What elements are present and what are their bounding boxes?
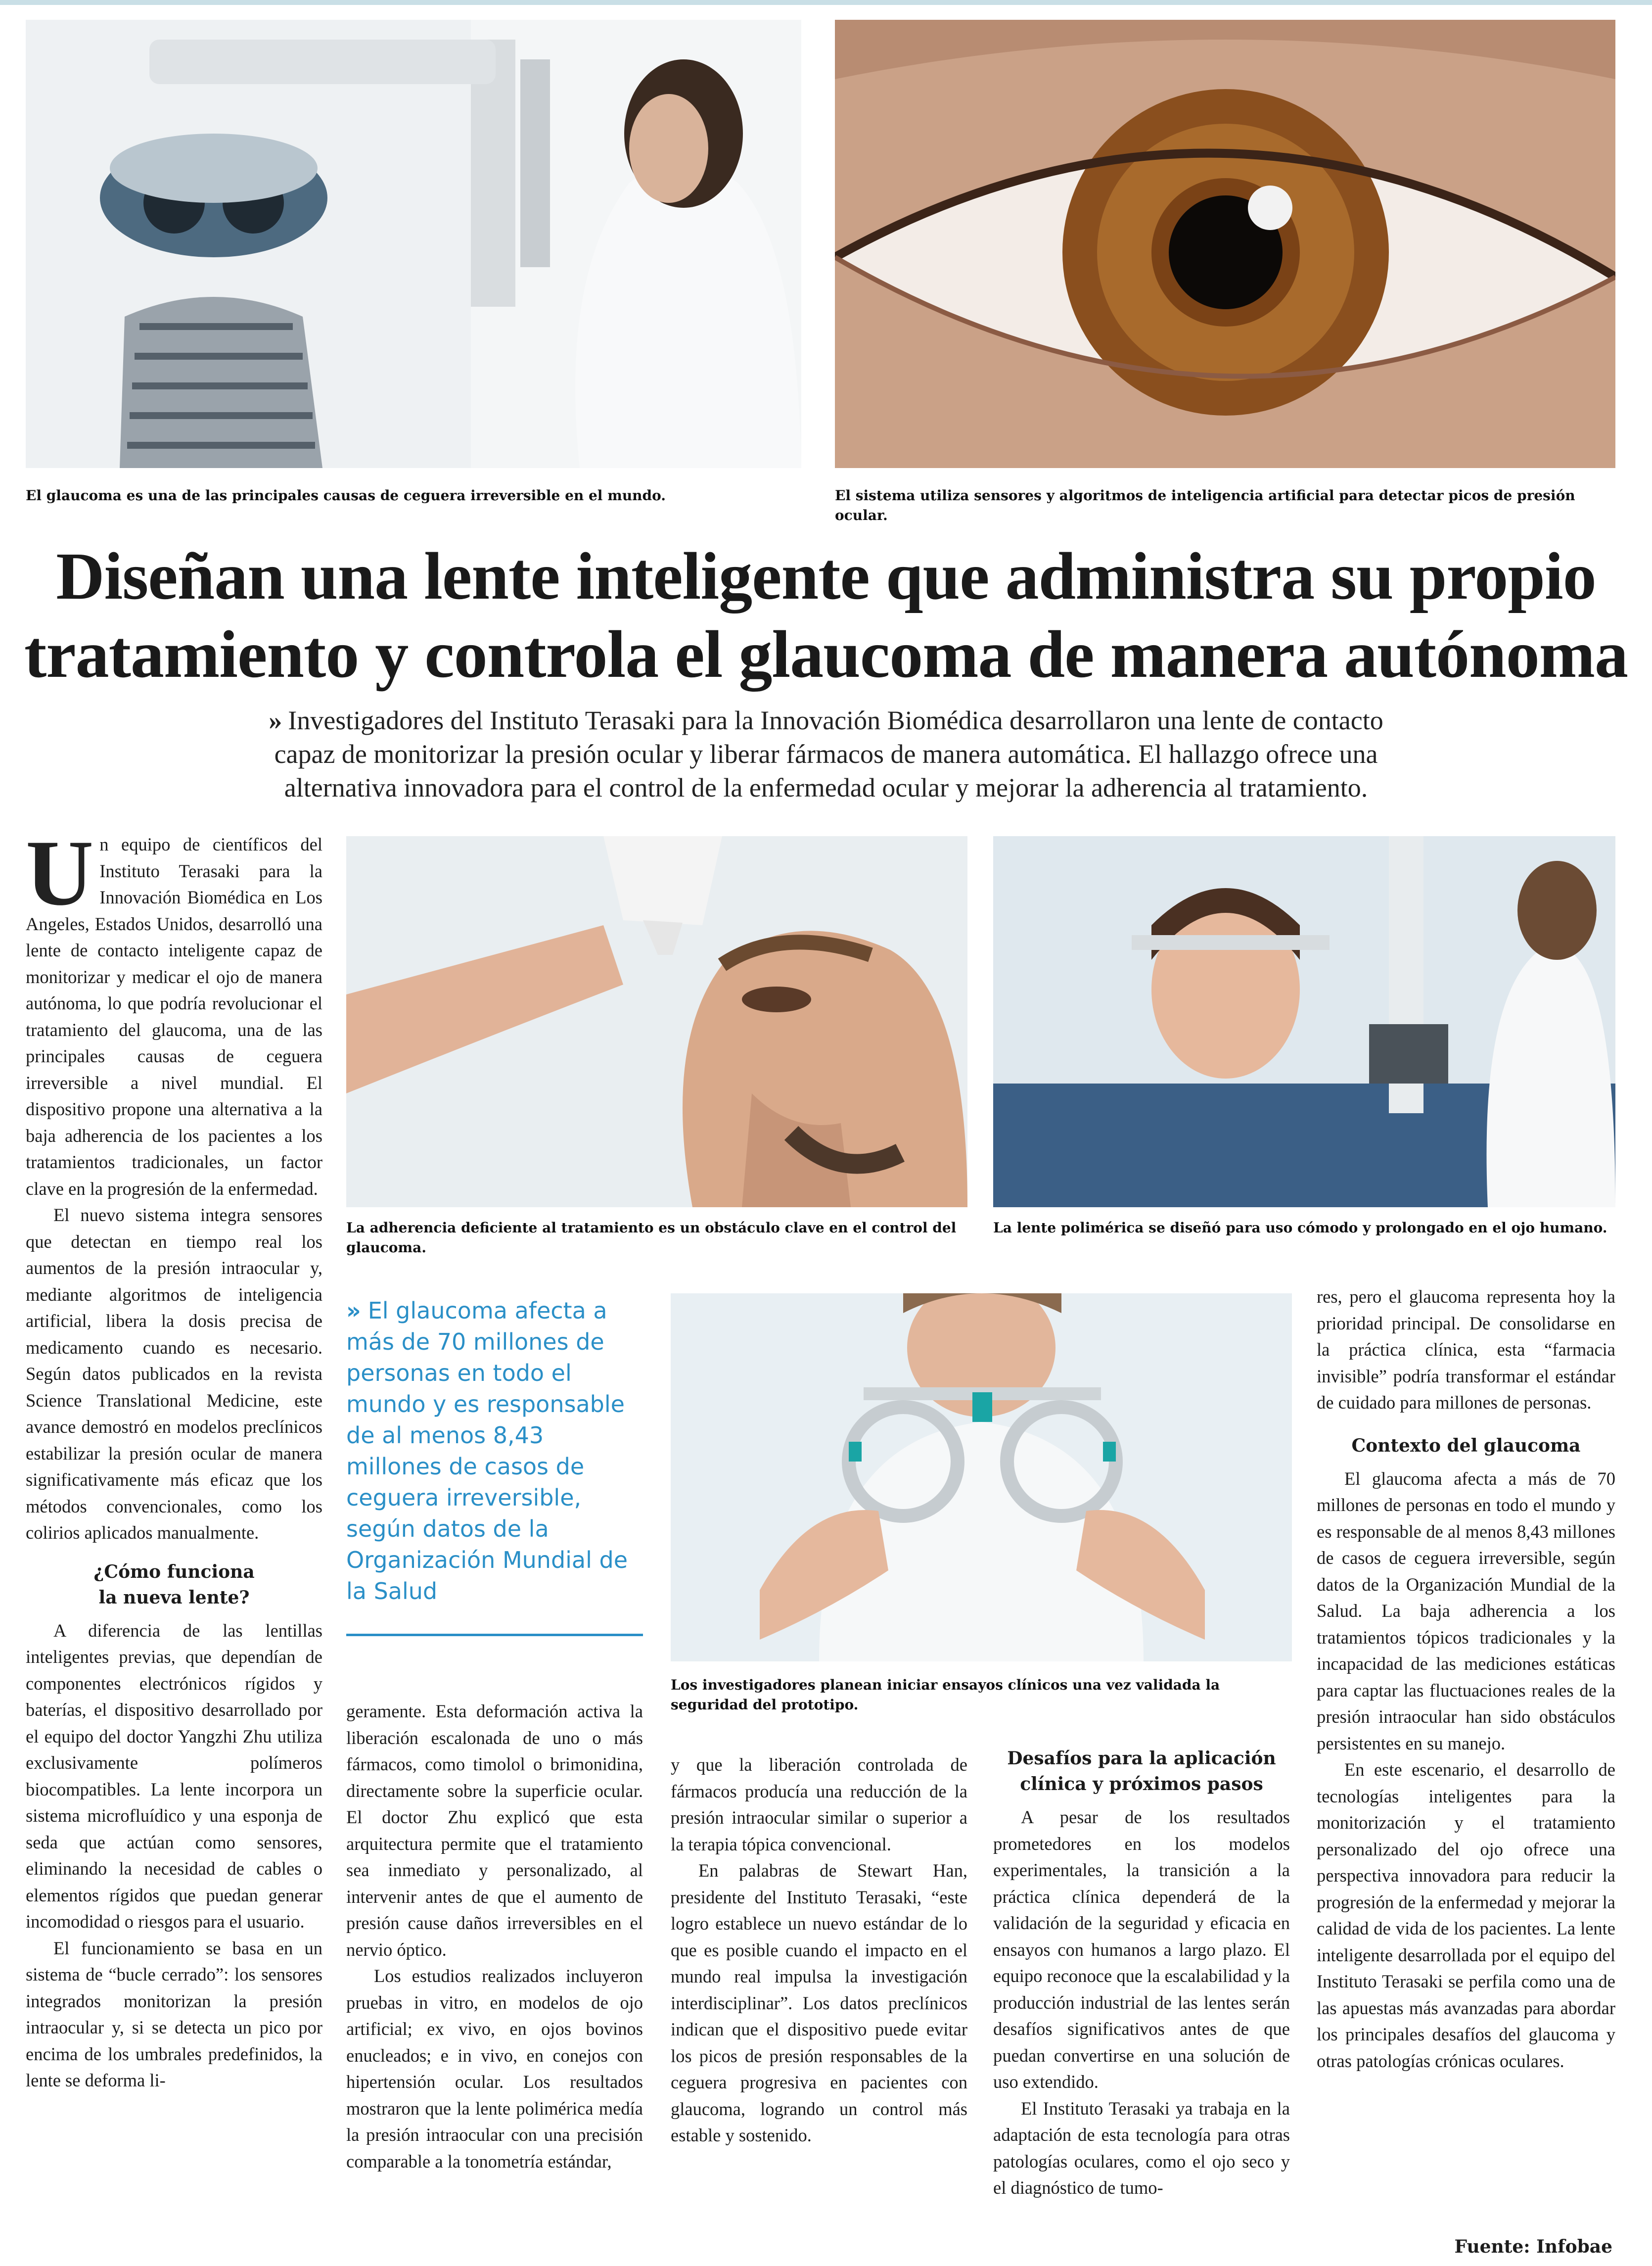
deck-marker: » — [269, 706, 282, 735]
deck-line-2: capaz de monitorizar la presión ocular y liberar fármacos de manera automática. El hallazgo ofrece una — [274, 739, 1378, 769]
article-paragraph-6: Los estudios realizados incluyeron pruebas in vitro, en modelos de ojo artificial; ex vivo, en ojos bovinos enucleados; e in vivo, en conejos con hipertensión ocular. Los resultados mostraron que la lente polimérica medía la presión intraocular con una precisión comparable a la tonometría estándar, — [346, 1966, 643, 2172]
article-paragraph-10: El Instituto Terasaki ya trabaja en la adaptación de esta tecnología para otras patologías oculares, como el ojo seco y el diagnóstico de tumo- — [993, 2098, 1290, 2198]
pull-quote — [346, 1295, 643, 1607]
subhead-challenges — [993, 1746, 1290, 1797]
subhead-how-line-2: la nueva lente? — [98, 1587, 250, 1608]
photo-trial-frame — [671, 1293, 1292, 1661]
subhead-how-line-1: ¿Cómo funciona — [93, 1561, 255, 1582]
photo-eye-drops-caption: La adherencia deficiente al tratamiento es un obstáculo clave en el control del glaucoma. — [346, 1220, 957, 1256]
deck-line-1 — [148, 704, 1504, 737]
article-paragraph-2: El nuevo sistema integra sensores que detectan en tiempo real los aumentos de la presión intraocular y, mediante algoritmos de inteligencia artificial, libera la dosis precisa de medicamento cuando es necesario. Según datos publicados en la revista Science Translational Medicine, este avance demostró en modelos preclínicos estabilizar la presión ocular de manera significativamente más eficaz que los métodos convencionales, como los colirios aplicados manualmente. — [26, 1205, 322, 1543]
article-paragraph-8: En palabras de Stewart Han, presidente del Instituto Terasaki, “este logro establece un nuevo estándar de lo que es posible cuando el impacto en el mundo real impulsa la investigación interdisciplinar”. Los datos preclínicos indican que el dispositivo puede evitar los picos de presión responsables de la ceguera progresiva en pacientes con glaucoma, logrando un control más estable y sostenido. — [671, 1860, 967, 2145]
pull-quote-marker: » — [346, 1297, 361, 1324]
photo-slit-lamp — [993, 836, 1615, 1207]
deck-line-3: alternativa innovadora para el control de la enfermedad ocular y mejorar la adherencia al tratamiento. — [284, 773, 1368, 803]
pull-quote-rule — [346, 1634, 643, 1636]
photo-eye-closeup — [835, 20, 1615, 468]
headline-line-1: Diseñan una lente inteligente que administra su propio — [56, 539, 1596, 614]
source-credit: Fuente: Infobae — [1454, 2236, 1612, 2257]
subhead-challenges-line-1: Desafíos para la aplicación — [1007, 1748, 1276, 1769]
article-paragraph-13: En este escenario, el desarrollo de tecnologías inteligentes para la monitorización y el tratamiento personalizado del ojo ofrece una perspectiva innovadora para reducir la progresión de la enfermedad y mejorar la calidad de vida de los pacientes. La lente inteligente desarrollada por el equipo del Instituto Terasaki se perfila como una de las apuestas más avanzadas para abordar los principales desafíos del glaucoma y otras patologías crónicas oculares. — [1317, 1759, 1615, 2071]
photo-trial-frame-caption: Los investigadores planean iniciar ensayos clínicos una vez validada la seguridad del prototipo. — [671, 1677, 1220, 1713]
article-column-1 — [26, 821, 322, 2094]
photo-eye-exam — [26, 20, 801, 468]
article-paragraph-9: A pesar de los resultados prometedores en los modelos experimentales, la transición a la práctica clínica dependerá de la validación de la seguridad y eficacia en ensayos con humanos a largo plazo. El equipo reconoce que la escalabilidad y la producción industrial de las lentes serán desafíos significativos antes de que puedan convertirse en una solución de uso extendido. — [993, 1807, 1290, 2092]
subhead-context: Contexto del glaucoma — [1351, 1435, 1581, 1456]
article-column-4 — [993, 1746, 1290, 2201]
article-paragraph-3: A diferencia de las lentillas inteligentes previas, que dependían de componentes electrónicos rígidos y baterías, el dispositivo desarrollado por el equipo del doctor Yangzhi Zhu utiliza exclusivamente polímeros biocompatibles. La lente incorpora un sistema microfluídico y una esponja de seda que actúan como sensores, eliminando la necesidad de cables o elementos rígidos que puedan generar incomodidad o riesgos para el usuario. — [26, 1620, 322, 1932]
article-column-2 — [346, 1698, 643, 2174]
article-paragraph-5: geramente. Esta deformación activa la liberación escalonada de uno o más fármacos, como timolol o brimonidina, directamente sobre la superficie ocular. El doctor Zhu explicó que esta arquitectura permite que el tratamiento sea inmediato y personalizado, al intervenir antes de que el aumento de presión cause daños irreversibles en el nervio óptico. — [346, 1701, 643, 1960]
subhead-how-it-works — [26, 1559, 322, 1610]
article-paragraph-7: y que la liberación controlada de fármacos producía una reducción de la presión intraocular similar o superior a la terapia tópica convencional. — [671, 1754, 967, 1854]
photo-slit-lamp-caption: La lente polimérica se diseñó para uso cómodo y prolongado en el ojo humano. — [993, 1220, 1607, 1236]
deck-text-1: Investigadores del Instituto Terasaki para la Innovación Biomédica desarrollaron una lente de contacto — [288, 706, 1383, 735]
top-rule — [0, 0, 1652, 5]
subhead-challenges-line-2: clínica y próximos pasos — [1020, 1774, 1263, 1794]
headline-line-2: tratamiento y controla el glaucoma de manera autónoma — [24, 617, 1628, 692]
article-paragraph-4: El funcionamiento se basa en un sistema de “bucle cerrado”: los sensores integrados monitorizan la presión intraocular y, si se detecta un pico por encima de los umbrales predefinidos, la lente se deforma li- — [26, 1937, 322, 2090]
photo-eye-drops — [346, 836, 967, 1207]
pull-quote-text: El glaucoma afecta a más de 70 millones de personas en todo el mundo y es responsable de al menos 8,43 millones de casos de ceguera irreversible, según datos de la Organización Mundial de la Salud — [346, 1297, 628, 1605]
article-paragraph-11: res, pero el glaucoma representa hoy la prioridad principal. De consolidarse en la práctica clínica, esta “farmacia invisible” podría transformar el estándar de cuidado para millones de personas. — [1317, 1286, 1615, 1413]
article-column-3 — [671, 1751, 967, 2149]
photo-eye-exam-caption: El glaucoma es una de las principales causas de ceguera irreversible en el mundo. — [26, 487, 666, 504]
article-column-5 — [1317, 1283, 1615, 2074]
drop-cap: U — [26, 821, 94, 925]
article-paragraph-1-text: n equipo de científicos del Instituto Terasaki para la Innovación Biomédica en Los Angeles, Estados Unidos, desarrolló una lente de contacto inteligente capaz de monitorizar y medicar el ojo de manera autónoma, lo que podría revolucionar el tratamiento del glaucoma, una de las principales causas de ceguera irreversible a nivel mundial. El dispositivo propone una alternativa a la baja adherencia de los pacientes a los tratamientos tradicionales, un factor clave en la progresión de la enfermedad. — [26, 834, 322, 1199]
photo-eye-closeup-caption: El sistema utiliza sensores y algoritmos de inteligencia artificial para detectar picos de presión ocular. — [835, 487, 1575, 523]
article-paragraph-12: El glaucoma afecta a más de 70 millones de personas en todo el mundo y es responsable de al menos 8,43 millones de casos de ceguera irreversible, según datos de la Organización Mundial de la Salud. La baja adherencia a los tratamientos tópicos tradicionales y la incapacidad de las mediciones estáticas para captar las fluctuaciones reales de la presión intraocular han sido obstáculos persistentes en su manejo. — [1317, 1468, 1615, 1753]
article-paragraph-1 — [26, 821, 322, 1202]
